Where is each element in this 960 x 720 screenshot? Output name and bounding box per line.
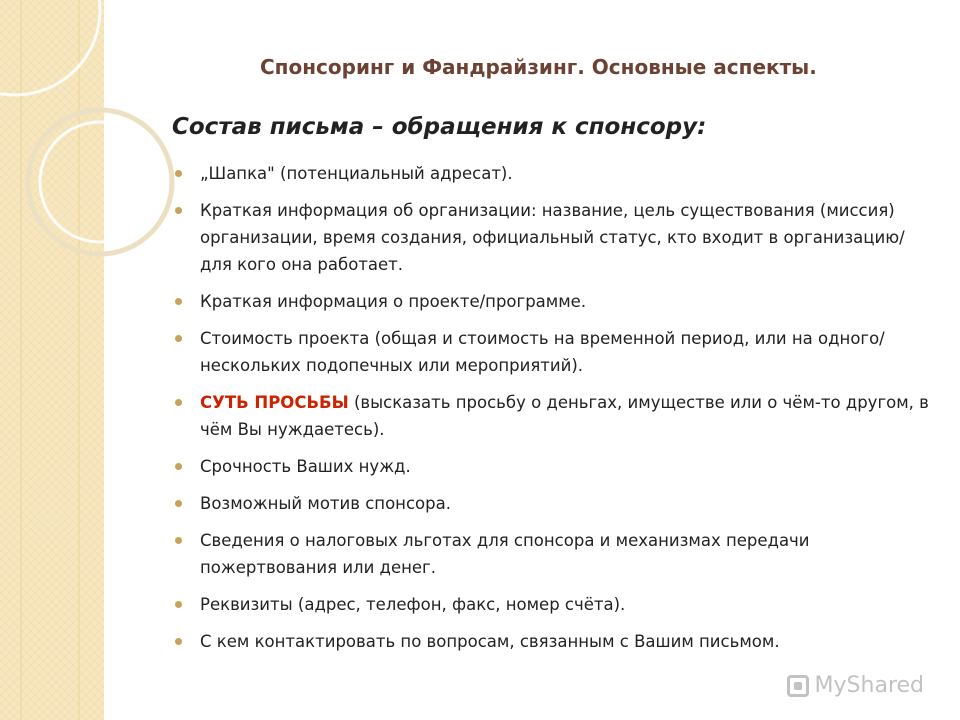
bullet-icon [175, 537, 182, 544]
bullet-icon [175, 335, 182, 342]
watermark [787, 673, 924, 698]
slide-subtitle: Состав письма – обращения к спонсору: [172, 114, 707, 140]
list-item [175, 490, 935, 517]
list-item [175, 591, 935, 618]
slide-title: Спонсоринг и Фандрайзинг. Основные аспекты. [260, 55, 817, 79]
list-item-text: Краткая информация об организации: название, цель существования (миссия) организации, время создания, официальный статус, кто входит в организацию/для кого она работает. [200, 201, 905, 274]
list-item [175, 628, 935, 655]
bullet-icon [175, 207, 182, 214]
list-item-text: Стоимость проекта (общая и стоимость на временной период, или на одного/нескольких подопечных или мероприятий). [200, 329, 885, 375]
list-item-text: С кем контактировать по вопросам, связанным с Вашим письмом. [200, 632, 780, 651]
list-item-text: Реквизиты (адрес, телефон, факс, номер счёта). [200, 595, 626, 614]
bullet-icon [175, 170, 182, 177]
myshared-logo-icon [787, 675, 809, 697]
bullet-icon [175, 463, 182, 470]
deco-circle [40, 122, 160, 242]
list-item-text: Возможный мотив спонсора. [200, 494, 451, 513]
watermark-text: MyShared [814, 673, 924, 698]
bullet-icon [175, 399, 182, 406]
list-item-text: (высказать просьбу о деньгах, имуществе или о чём-то другом, в чём Вы нуждаетесь). [200, 393, 929, 439]
list-item [175, 325, 935, 379]
list-item [175, 197, 935, 278]
list-item-text: „Шапка" (потенциальный адресат). [200, 164, 513, 183]
deco-circle [28, 110, 172, 254]
deco-circle [0, 0, 100, 95]
bullet-icon [175, 500, 182, 507]
list-item-text: Краткая информация о проекте/программе. [200, 292, 587, 311]
decorative-circles [0, 0, 200, 300]
list-item-text: Срочность Ваших нужд. [200, 457, 411, 476]
bullet-icon [175, 298, 182, 305]
list-item [175, 453, 935, 480]
list-item [175, 389, 935, 443]
list-item [175, 288, 935, 315]
emphasis-text: СУТЬ ПРОСЬБЫ [200, 393, 349, 412]
list-item [175, 160, 935, 187]
list-item-text: Сведения о налоговых льготах для спонсора и механизмах передачи пожертвования или денег. [200, 531, 810, 577]
list-item [175, 527, 935, 581]
bullet-list [175, 160, 935, 665]
bullet-icon [175, 638, 182, 645]
bullet-icon [175, 601, 182, 608]
